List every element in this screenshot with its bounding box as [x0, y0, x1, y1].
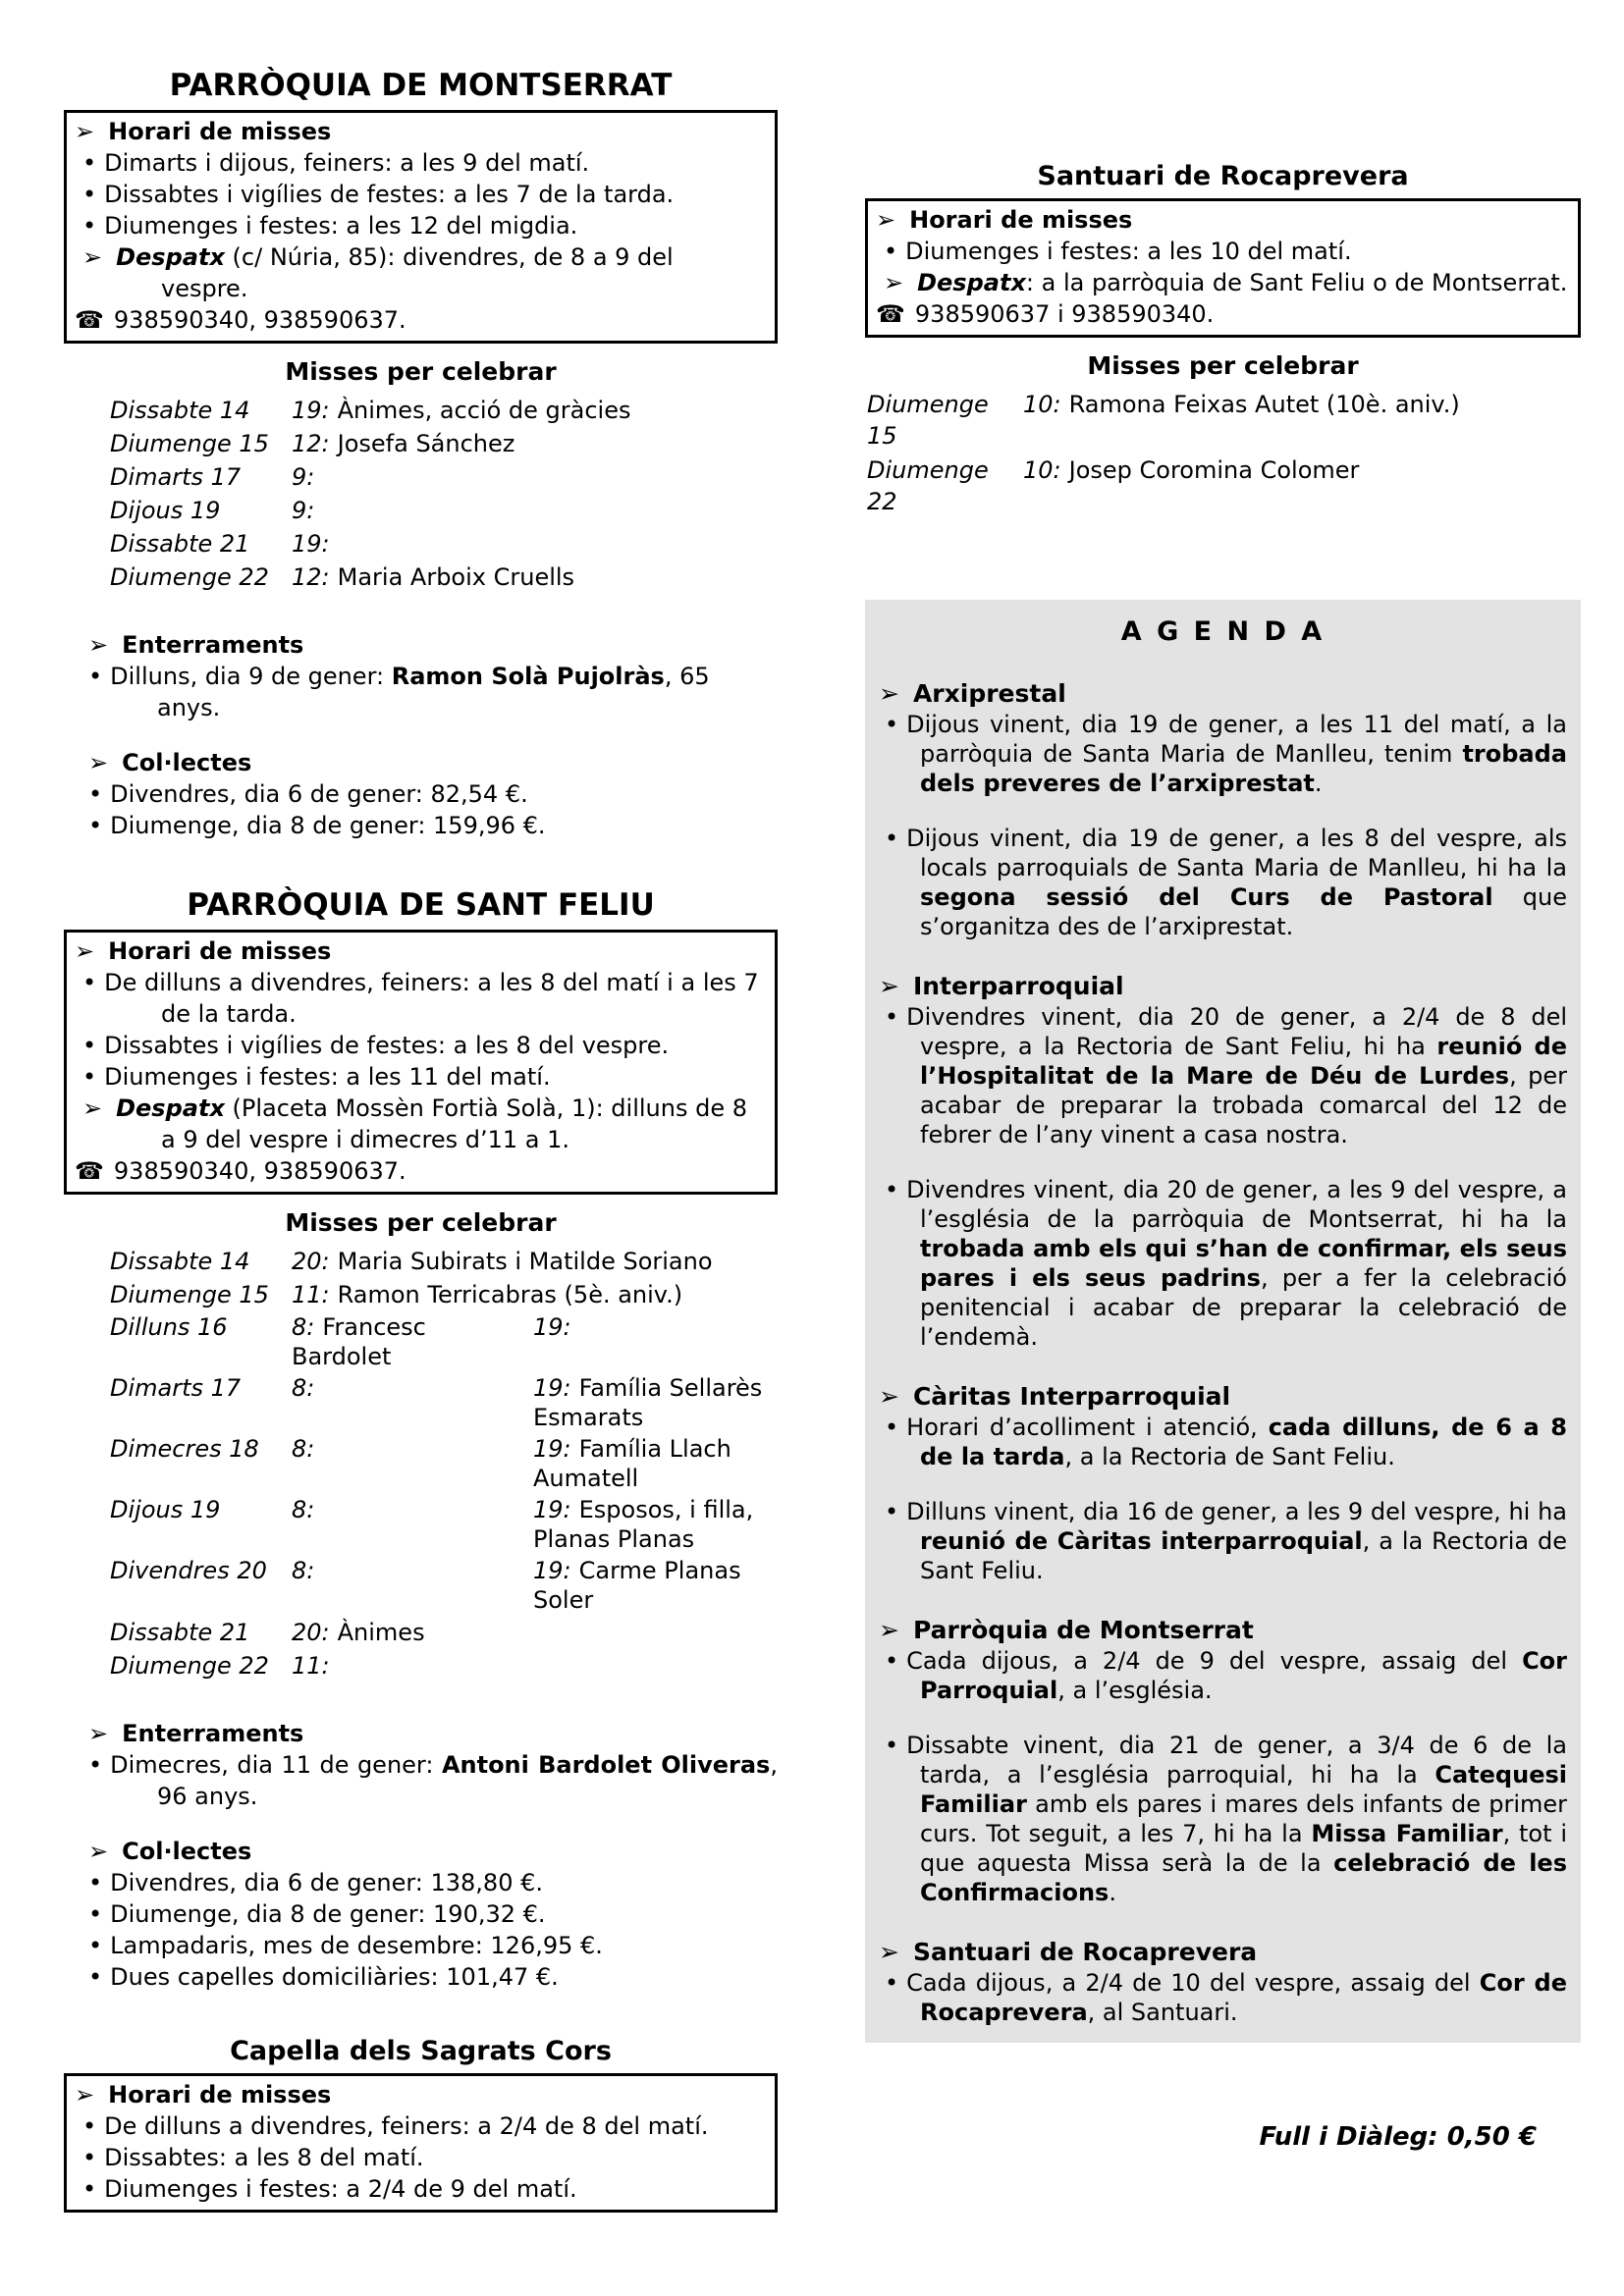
misses-row: Dissabte 14 20: Maria Subirats i Matilde Soriano — [110, 1248, 713, 1275]
bullet-icon: • — [82, 149, 97, 177]
bullet-icon: • — [885, 1003, 899, 1031]
bullet-icon: • — [88, 1869, 103, 1896]
arrow-icon: ➢ — [879, 1616, 899, 1644]
collectes-item: • Dues capelles domiciliàries: 101,47 €. — [88, 1963, 559, 1991]
enterraments-item: • Dilluns, dia 9 de gener: Ramon Solà Pujolràs, 65 anys. — [88, 663, 710, 721]
phone-line — [876, 298, 1570, 330]
enterraments-header: ➢ Enterraments — [88, 1720, 304, 1747]
agenda-panel — [865, 600, 1581, 2043]
misses-row: Dissabte 21 19: — [110, 530, 330, 558]
agenda-section-header: ➢ Interparroquial — [879, 972, 1124, 1000]
arrow-icon: ➢ — [884, 269, 904, 296]
horari-item: • Diumenges i festes: a les 11 del matí. — [82, 1063, 551, 1091]
agenda-section-interparroquial — [879, 971, 1567, 1352]
arrow-icon: ➢ — [88, 749, 109, 776]
arrow-icon: ➢ — [879, 972, 899, 1000]
left-column — [64, 69, 778, 2213]
bullet-icon: • — [88, 812, 103, 839]
misses-title: Misses per celebrar — [285, 1208, 557, 1237]
misses-row: Divendres 20 8: 19: Carme Planas Soler — [110, 1557, 741, 1614]
phone-icon: ☎ — [75, 1157, 104, 1185]
misses-row: Dijous 19 9: — [110, 497, 315, 524]
misses-row: Diumenge 22 12: Maria Arboix Cruells — [110, 563, 575, 591]
agenda-item: • Cada dijous, a 2/4 de 9 del vespre, assaig del Cor Parroquial, a l’església. — [885, 1647, 1567, 1704]
sant-feliu-misses-table — [64, 1246, 778, 1682]
agenda-item: • Dilluns vinent, dia 16 de gener, a les 9 del vespre, hi ha reunió de Càritas interparroquial, a la Rectoria de Sant Feliu. — [885, 1498, 1568, 1584]
horari-item: • Diumenges i festes: a 2/4 de 9 del matí. — [82, 2175, 577, 2203]
bullet-icon: • — [82, 1032, 97, 1059]
capella-horari-box — [64, 2073, 778, 2213]
rocaprevera-horari-box — [865, 198, 1581, 338]
horari-header: ➢ Horari de misses — [75, 118, 332, 145]
misses-row: Diumenge 15 11: Ramon Terricabras (5è. aniv.) — [110, 1281, 683, 1308]
agenda-item: • Divendres vinent, dia 20 de gener, a les 9 del vespre, a l’església de la parròquia de Montserrat, hi ha la trobada amb els qui s’han de confirmar, els seus pares i els seus padrins, per a fer la celebració penitencial i acabar de preparar la celebració de l’endemà. — [885, 1176, 1567, 1351]
arrow-icon: ➢ — [879, 679, 899, 708]
arrow-icon: ➢ — [88, 1720, 109, 1747]
collectes-item: • Divendres, dia 6 de gener: 138,80 €. — [88, 1869, 543, 1896]
misses-row: Diumenge 15 12: Josefa Sánchez — [110, 430, 515, 457]
bullet-icon: • — [885, 825, 899, 852]
agenda-section-rocaprevera — [879, 1937, 1567, 2027]
horari-item: • Dissabtes i vigílies de festes: a les 7 de la tarda. — [82, 181, 675, 208]
section-title-sant-feliu: PARRÒQUIA DE SANT FELIU — [187, 887, 655, 923]
section-title-capella: Capella dels Sagrats Cors — [230, 2036, 612, 2066]
bullet-icon: • — [88, 1900, 103, 1928]
misses-row: Dissabte 14 19: Ànimes, acció de gràcies — [110, 397, 631, 424]
agenda-section-caritas — [879, 1381, 1567, 1585]
bullet-icon: • — [88, 1932, 103, 1959]
collectes-item: • Diumenge, dia 8 de gener: 190,32 €. — [88, 1900, 546, 1928]
horari-header: ➢ Horari de misses — [75, 937, 332, 965]
arrow-icon: ➢ — [75, 937, 95, 965]
rocaprevera-misses-table — [865, 389, 1581, 517]
misses-row: Dimarts 17 9: — [110, 463, 315, 491]
collectes-item: • Diumenge, dia 8 de gener: 159,96 €. — [88, 812, 546, 839]
bullet-icon: • — [88, 1751, 103, 1779]
misses-row: Diumenge 22 10: Josep Coromina Colomer — [867, 456, 1360, 515]
arrow-icon: ➢ — [876, 206, 896, 234]
horari-item: • Dimarts i dijous, feiners: a les 9 del matí. — [82, 149, 590, 177]
arrow-icon: ➢ — [82, 1095, 103, 1122]
bullet-icon: • — [885, 1176, 899, 1203]
horari-item: • Dissabtes: a les 8 del matí. — [82, 2144, 424, 2171]
bullet-icon: • — [82, 969, 97, 996]
bullet-icon: • — [885, 1647, 899, 1675]
despatx-line: ➢ Despatx: a la parròquia de Sant Feliu o de Montserrat. — [884, 269, 1568, 296]
bullet-icon: • — [885, 711, 899, 738]
agenda-item: • Dijous vinent, dia 19 de gener, a les 11 del matí, a la parròquia de Santa Maria de Manlleu, tenim trobada dels preveres de l’arxiprestat. — [885, 711, 1567, 797]
bullet-icon: • — [88, 1963, 103, 1991]
bullet-icon: • — [885, 1414, 899, 1441]
horari-header: ➢ Horari de misses — [876, 206, 1133, 234]
horari-header: ➢ Horari de misses — [75, 2081, 332, 2109]
bullet-icon: • — [885, 1498, 899, 1525]
agenda-item: • Cada dijous, a 2/4 de 10 del vespre, assaig del Cor de Rocaprevera, al Santuari. — [885, 1969, 1568, 2026]
agenda-section-arxiprestal — [879, 678, 1567, 941]
horari-item: • De dilluns a divendres, feiners: a 2/4 de 8 del matí. — [82, 2112, 709, 2140]
arrow-icon: ➢ — [75, 118, 95, 145]
arrow-icon: ➢ — [879, 1938, 899, 1966]
misses-row: Diumenge 22 11: — [110, 1652, 330, 1680]
misses-row: Dimarts 17 8: 19: Família Sellarès Esmarats — [110, 1374, 763, 1431]
misses-title: Misses per celebrar — [285, 357, 557, 386]
agenda-section-header: ➢ Arxiprestal — [879, 679, 1066, 708]
misses-row: Dissabte 21 20: Ànimes — [110, 1619, 425, 1646]
bullet-icon: • — [82, 181, 97, 208]
right-column — [865, 98, 1581, 2043]
phone-icon: ☎ — [75, 306, 104, 334]
bullet-icon: • — [885, 1969, 899, 1997]
despatx-line: ➢ Despatx (c/ Núria, 85): divendres, de 8 a 9 del vespre. — [82, 243, 674, 302]
horari-item: • Diumenges i festes: a les 12 del migdia. — [82, 212, 578, 240]
horari-item: • De dilluns a divendres, feiners: a les 8 del matí i a les 7 de la tarda. — [82, 969, 759, 1028]
section-title-rocaprevera: Santuari de Rocaprevera — [1037, 161, 1409, 191]
agenda-section-header: ➢ Santuari de Rocaprevera — [879, 1938, 1258, 1966]
bullet-icon: • — [88, 663, 103, 690]
section-title-montserrat: PARRÒQUIA DE MONTSERRAT — [169, 68, 673, 103]
collectes-item: • Divendres, dia 6 de gener: 82,54 €. — [88, 780, 528, 808]
bullet-icon: • — [885, 1732, 899, 1759]
phone-numbers: 938590637 i 938590340. — [914, 300, 1215, 328]
misses-title: Misses per celebrar — [1087, 351, 1359, 380]
arrow-icon: ➢ — [88, 631, 109, 659]
misses-row: Dilluns 16 8: Francesc Bardolet 19: — [110, 1313, 571, 1370]
arrow-icon: ➢ — [75, 2081, 95, 2109]
bullet-icon: • — [88, 780, 103, 808]
agenda-title: A G E N D A — [1120, 616, 1326, 647]
agenda-section-montserrat — [879, 1615, 1567, 1907]
agenda-item: • Dissabte vinent, dia 21 de gener, a 3/4 de 6 de la tarda, a l’església parroquial, hi ha la Catequesi Familiar amb els pares i mares dels infants de primer curs. Tot seguit, a les 7, hi ha la Missa Familiar, tot i que aquesta Missa serà la de la celebració de les Confirmacions. — [885, 1732, 1567, 1906]
bullet-icon: • — [82, 2112, 97, 2140]
enterraments-item: • Dimecres, dia 11 de gener: Antoni Bardolet Oliveras, 96 anys. — [88, 1751, 778, 1810]
bullet-icon: • — [82, 1063, 97, 1091]
phone-numbers: 938590340, 938590637. — [113, 1157, 406, 1185]
montserrat-horari-box — [64, 110, 778, 344]
bullet-icon: • — [82, 2175, 97, 2203]
collectes-item: • Lampadaris, mes de desembre: 126,95 €. — [88, 1932, 603, 1959]
bullet-icon: • — [82, 2144, 97, 2171]
despatx-line: ➢ Despatx (Placeta Mossèn Fortià Solà, 1): dilluns de 8 a 9 del vespre i dimecres d’11 a 1. — [82, 1095, 747, 1153]
misses-row: Diumenge 15 10: Ramona Feixas Autet (10è. aniv.) — [867, 391, 1460, 450]
bullet-icon: • — [82, 212, 97, 240]
montserrat-misses-table — [64, 395, 778, 594]
misses-row: Dimecres 18 8: 19: Família Llach Aumatell — [110, 1435, 731, 1492]
phone-line — [75, 1155, 767, 1187]
enterraments-header: ➢ Enterraments — [88, 631, 304, 659]
phone-icon: ☎ — [876, 300, 905, 328]
collectes-header: ➢ Col·lectes — [88, 749, 252, 776]
arrow-icon: ➢ — [879, 1382, 899, 1411]
misses-row: Dijous 19 8: 19: Esposos, i filla, Planas Planas — [110, 1496, 754, 1553]
phone-numbers: 938590340, 938590637. — [113, 306, 406, 334]
agenda-item: • Horari d’acolliment i atenció, cada dilluns, de 6 a 8 de la tarda, a la Rectoria de Sant Feliu. — [885, 1414, 1568, 1470]
agenda-item: • Dijous vinent, dia 19 de gener, a les 8 del vespre, als locals parroquials de Santa Maria de Manlleu, hi ha la segona sessió del Curs de Pastoral que s’organitza des de l’arxiprestat. — [885, 825, 1568, 940]
phone-line — [75, 304, 767, 336]
agenda-section-header: ➢ Càritas Interparroquial — [879, 1382, 1231, 1411]
bullet-icon: • — [884, 238, 898, 265]
arrow-icon: ➢ — [88, 1838, 109, 1865]
horari-item: • Diumenges i festes: a les 10 del matí. — [884, 238, 1352, 265]
price-note: Full i Diàleg: 0,50 € — [1259, 2122, 1537, 2152]
agenda-section-header: ➢ Parròquia de Montserrat — [879, 1616, 1254, 1644]
agenda-item: • Divendres vinent, dia 20 de gener, a 2/4 de 8 del vespre, a la Rectoria de Sant Feliu, hi ha reunió de l’Hospitalitat de la Mare de Déu de Lurdes, per acabar de preparar la trobada comarcal del 12 de febrer de l’any vinent a casa nostra. — [885, 1003, 1568, 1148]
arrow-icon: ➢ — [82, 243, 103, 271]
collectes-header: ➢ Col·lectes — [88, 1838, 252, 1865]
horari-item: • Dissabtes i vigílies de festes: a les 8 del vespre. — [82, 1032, 670, 1059]
sant-feliu-horari-box — [64, 930, 778, 1195]
